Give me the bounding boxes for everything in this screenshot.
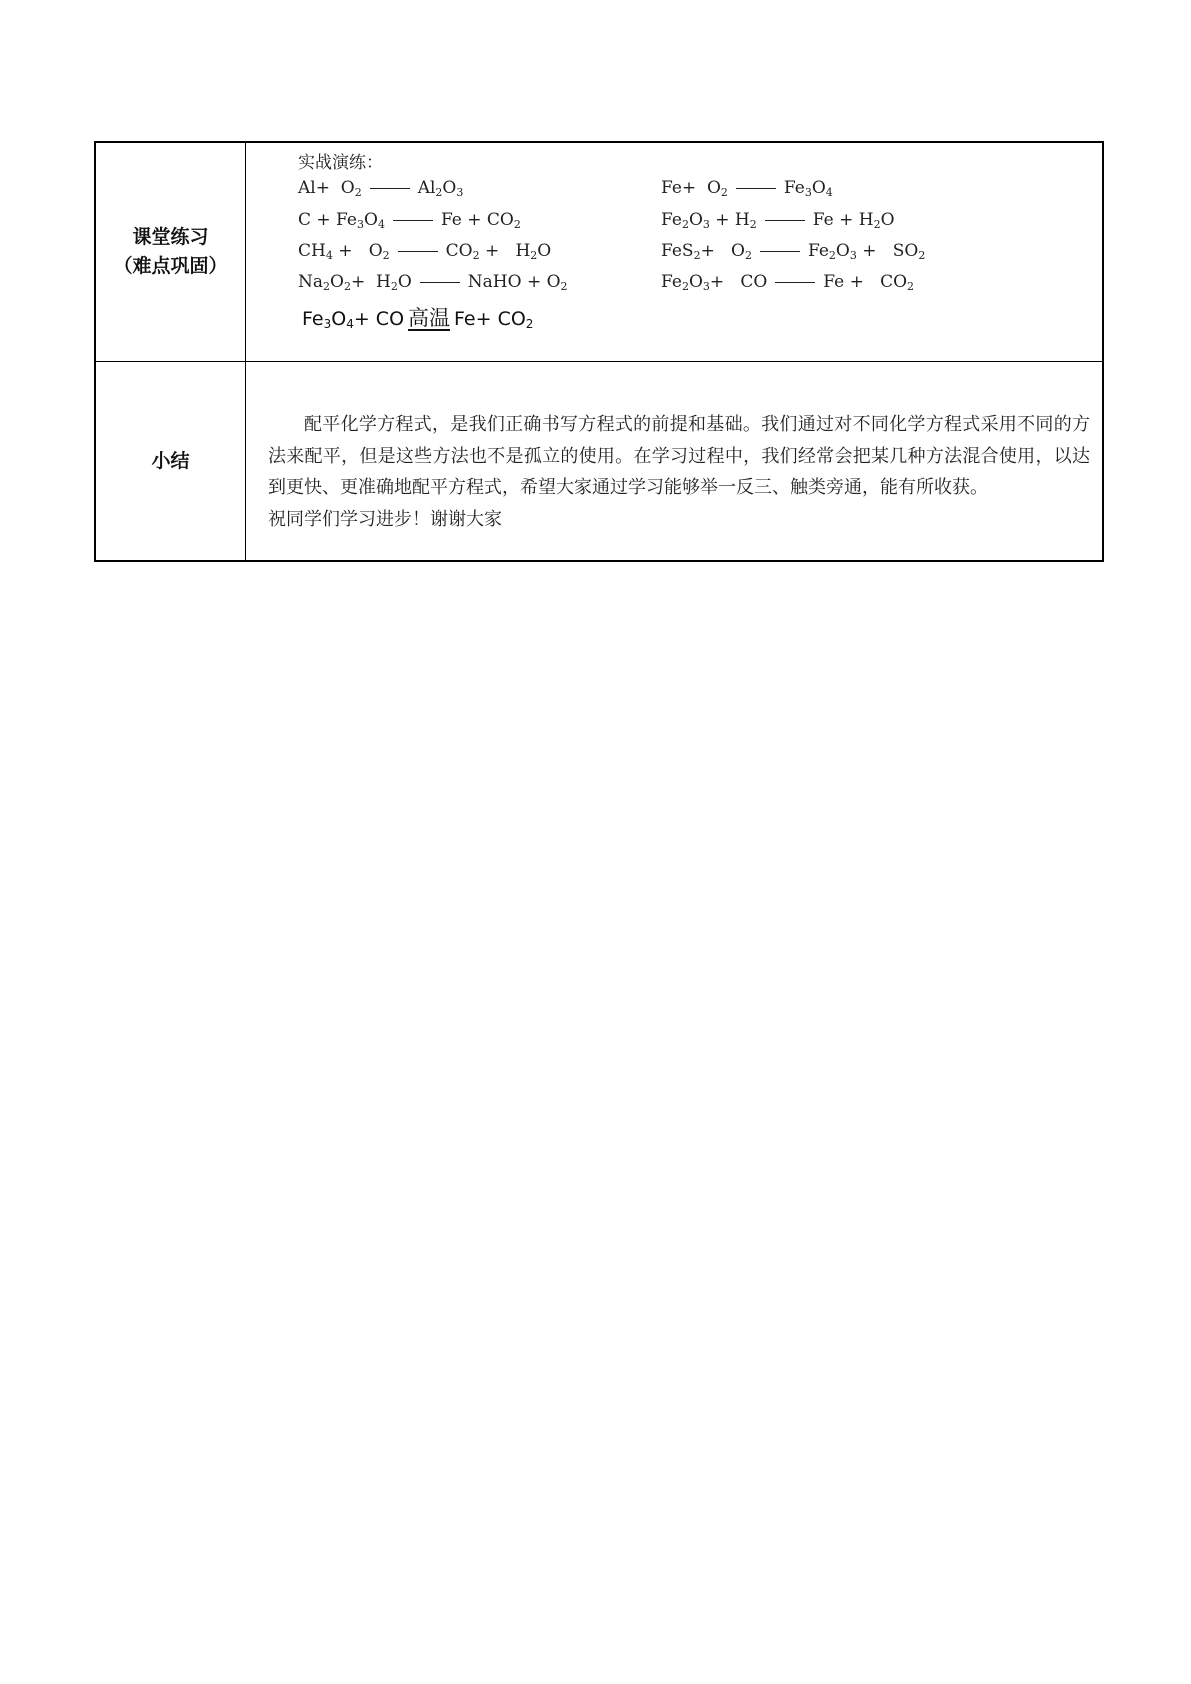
practice-label-cell	[95, 142, 246, 362]
reaction-condition: 高温	[408, 306, 451, 330]
equation-rhs: $Fe_2O_3 + SO_2$	[807, 241, 926, 262]
summary-content-cell	[246, 362, 1104, 562]
equation-lhs: $Fe_2O_3+$ CO	[661, 272, 768, 293]
summary-label: 小结	[151, 449, 190, 472]
equation-lhs: $C + Fe_3O_4$	[298, 210, 385, 231]
practice-content	[246, 143, 1102, 361]
summary-label-cell	[95, 362, 246, 562]
equation-rhs: $CO_2 + H_2O$	[445, 241, 552, 262]
practice-title: 实战演练：	[298, 153, 383, 173]
equation-left-1	[298, 177, 463, 199]
summary-content	[246, 387, 1102, 535]
special-equation	[302, 302, 533, 332]
reaction-arrow-line	[398, 251, 438, 252]
equation-rhs: $Fe + H_2O$	[812, 210, 895, 231]
equation-lhs: $Na_2O_2+ H_2O$	[298, 272, 412, 293]
equation-rhs: $Al_2O_3$	[417, 178, 464, 199]
practice-row	[95, 142, 1103, 362]
reaction-arrow-line	[420, 282, 460, 283]
summary-row	[95, 362, 1103, 562]
equation-lhs: $FeS_2+ O_2$	[661, 241, 752, 262]
equation-right-1	[661, 177, 833, 199]
special-eq-rhs: $Fe+ CO_2$	[454, 308, 534, 331]
summary-closing: 祝同学们学习进步！谢谢大家	[268, 508, 502, 530]
equation-right-2	[661, 209, 895, 231]
equation-right-3	[661, 240, 925, 262]
summary-paragraph: 配平化学方程式，是我们正确书写方程式的前提和基础。我们通过对不同化学方程式采用不同的方法来配平，但是这些方法也不是孤立的使用。在学习过程中，我们经常会把某几种方法混合使用，以达到更快、更准确地配平方程式，希望大家通过学习能够举一反三、触类旁通，能有所收获。	[268, 414, 1090, 498]
practice-label-line2: （难点巩固）	[113, 255, 228, 277]
equation-lhs: $Al+ O_2$	[298, 178, 362, 199]
lesson-table	[94, 141, 1104, 562]
equation-left-2	[298, 209, 521, 231]
reaction-arrow-line	[775, 282, 815, 283]
equation-lhs: $Fe_2O_3 + H_2$	[661, 210, 757, 231]
reaction-arrow-line	[370, 188, 410, 189]
practice-label-line1: 课堂练习	[132, 226, 209, 248]
equation-rhs: NaHO + $O_2$	[467, 272, 568, 293]
equation-rhs: $Fe_3O_4$	[783, 178, 833, 199]
equation-lhs: $Fe+ O_2$	[661, 178, 728, 199]
reaction-arrow-line	[736, 188, 776, 189]
equation-lhs: $CH_4 + O_2$	[298, 241, 390, 262]
practice-content-cell	[246, 142, 1104, 362]
equation-right-4	[661, 271, 914, 293]
reaction-arrow-line	[393, 220, 433, 221]
reaction-arrow-line	[760, 251, 800, 252]
equation-rhs: $Fe + CO_2$	[440, 210, 521, 231]
equation-left-3	[298, 240, 551, 262]
equation-left-4	[298, 271, 568, 293]
reaction-arrow-line	[765, 220, 805, 221]
special-eq-lhs: $Fe_3O_4+$ CO	[302, 308, 405, 331]
equation-rhs: $Fe + CO_2$	[823, 272, 915, 293]
